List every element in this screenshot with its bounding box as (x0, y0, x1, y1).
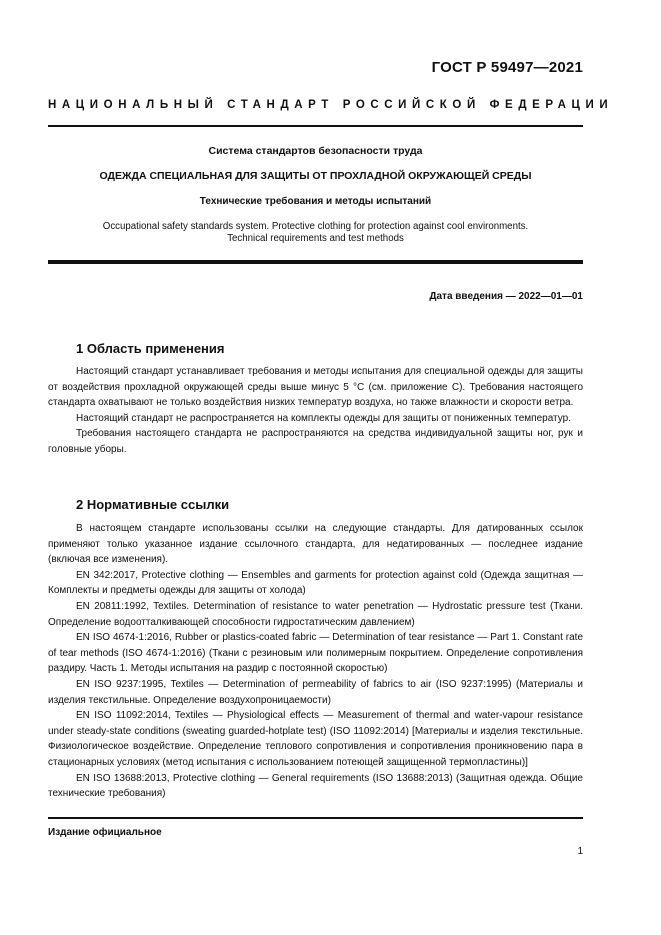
title-divider (48, 260, 583, 264)
reference-entry: EN ISO 4674-1:2016, Rubber or plastics-coated fabric — Determination of tear resistance — Part 1. Constant rate of tear methods (ISO 4674-1:2016) (Ткани с резиновым или полимерным покрытием. Определение сопротивления раздиру. Часть 1. Методы испытания на раздир с постоянной скоростью) (48, 632, 583, 675)
reference-entry: EN 342:2017, Protective clothing — Ensembles and garments for protection against cold (Одежда защитная — Комплекты и предметы одежды для защиты от холода) (48, 569, 583, 597)
gost-code: ГОСТ Р 59497—2021 (431, 59, 583, 76)
section-1-paragraph: Требования настоящего стандарта не распространяются на средства индивидуальной защиты ног, рук и головные уборы. (48, 428, 583, 455)
national-standard-heading: НАЦИОНАЛЬНЫЙ СТАНДАРТ РОССИЙСКОЙ ФЕДЕРАЦИИ (48, 99, 614, 111)
section-1-paragraph: Настоящий стандарт устанавливает требования и методы испытания для специальной одежды для защиты от воздействия прохладной окружающей среды выше минус 5 °С (см. приложение С). Требования настоящего стандарта охватывают не только воздействия низких температур воздуха, но также влажности и скорости ветра. (48, 366, 583, 409)
section-2-paragraph: В настоящем стандарте использованы ссылки на следующие стандарты. Для датированных ссылок применяют только указанное издание ссылочного стандарта, для недатированных — последнее издание (включая все изменения). (48, 523, 583, 566)
page-number: 1 (577, 846, 583, 857)
reference-entry: EN 20811:1992, Textiles. Determination of resistance to water penetration — Hydrostatic pressure test (Ткани. Определение водоотталкивающей способности гидростатическим давлением) (48, 600, 583, 628)
section-1-paragraph: Настоящий стандарт не распространяется на комплекты одежды для защиты от пониженных температур. (76, 412, 571, 424)
section-2-body (48, 521, 583, 802)
official-edition-label: Издание официальное (48, 827, 162, 838)
footer-divider (48, 817, 583, 819)
section-1-body (48, 364, 583, 458)
english-title-line-2: Technical requirements and test methods (227, 233, 404, 244)
reference-entry: EN ISO 9237:1995, Textiles — Determination of permeability of fabrics to air (ISO 9237:1995) (Материалы и изделия текстильные. Определение воздухопроницаемости) (48, 678, 583, 706)
system-title: Система стандартов безопасности труда (208, 145, 423, 157)
introduction-date: Дата введения — 2022—01—01 (429, 291, 583, 302)
top-divider (48, 125, 583, 127)
reference-entry: EN ISO 13688:2013, Protective clothing — General requirements (ISO 13688:2013) (Защитная одежда. Общие технические требования) (48, 772, 583, 800)
document-subtitle: Технические требования и методы испытаний (199, 196, 432, 207)
document-title: ОДЕЖДА СПЕЦИАЛЬНАЯ ДЛЯ ЗАЩИТЫ ОТ ПРОХЛАДНОЙ ОКРУЖАЮЩЕЙ СРЕДЫ (99, 170, 532, 182)
section-2-heading: 2 Нормативные ссылки (76, 497, 230, 512)
english-title-line-1: Occupational safety standards system. Protective clothing for protection against cool environments. (102, 221, 529, 232)
reference-entry: EN ISO 11092:2014, Textiles — Physiological effects — Measurement of thermal and water-vapour resistance under steady-state conditions (sweating guarded-hotplate test) (ISO 11092:2014) [Материалы и изделия текстильные. Физиологическое воздействие. Определение теплового сопротивления и сопротивления проникновению пара в стационарных условиях (метод испытания с использованием потеющей защищенной термопластины)] (48, 710, 583, 768)
section-1-heading: 1 Область применения (76, 341, 225, 356)
